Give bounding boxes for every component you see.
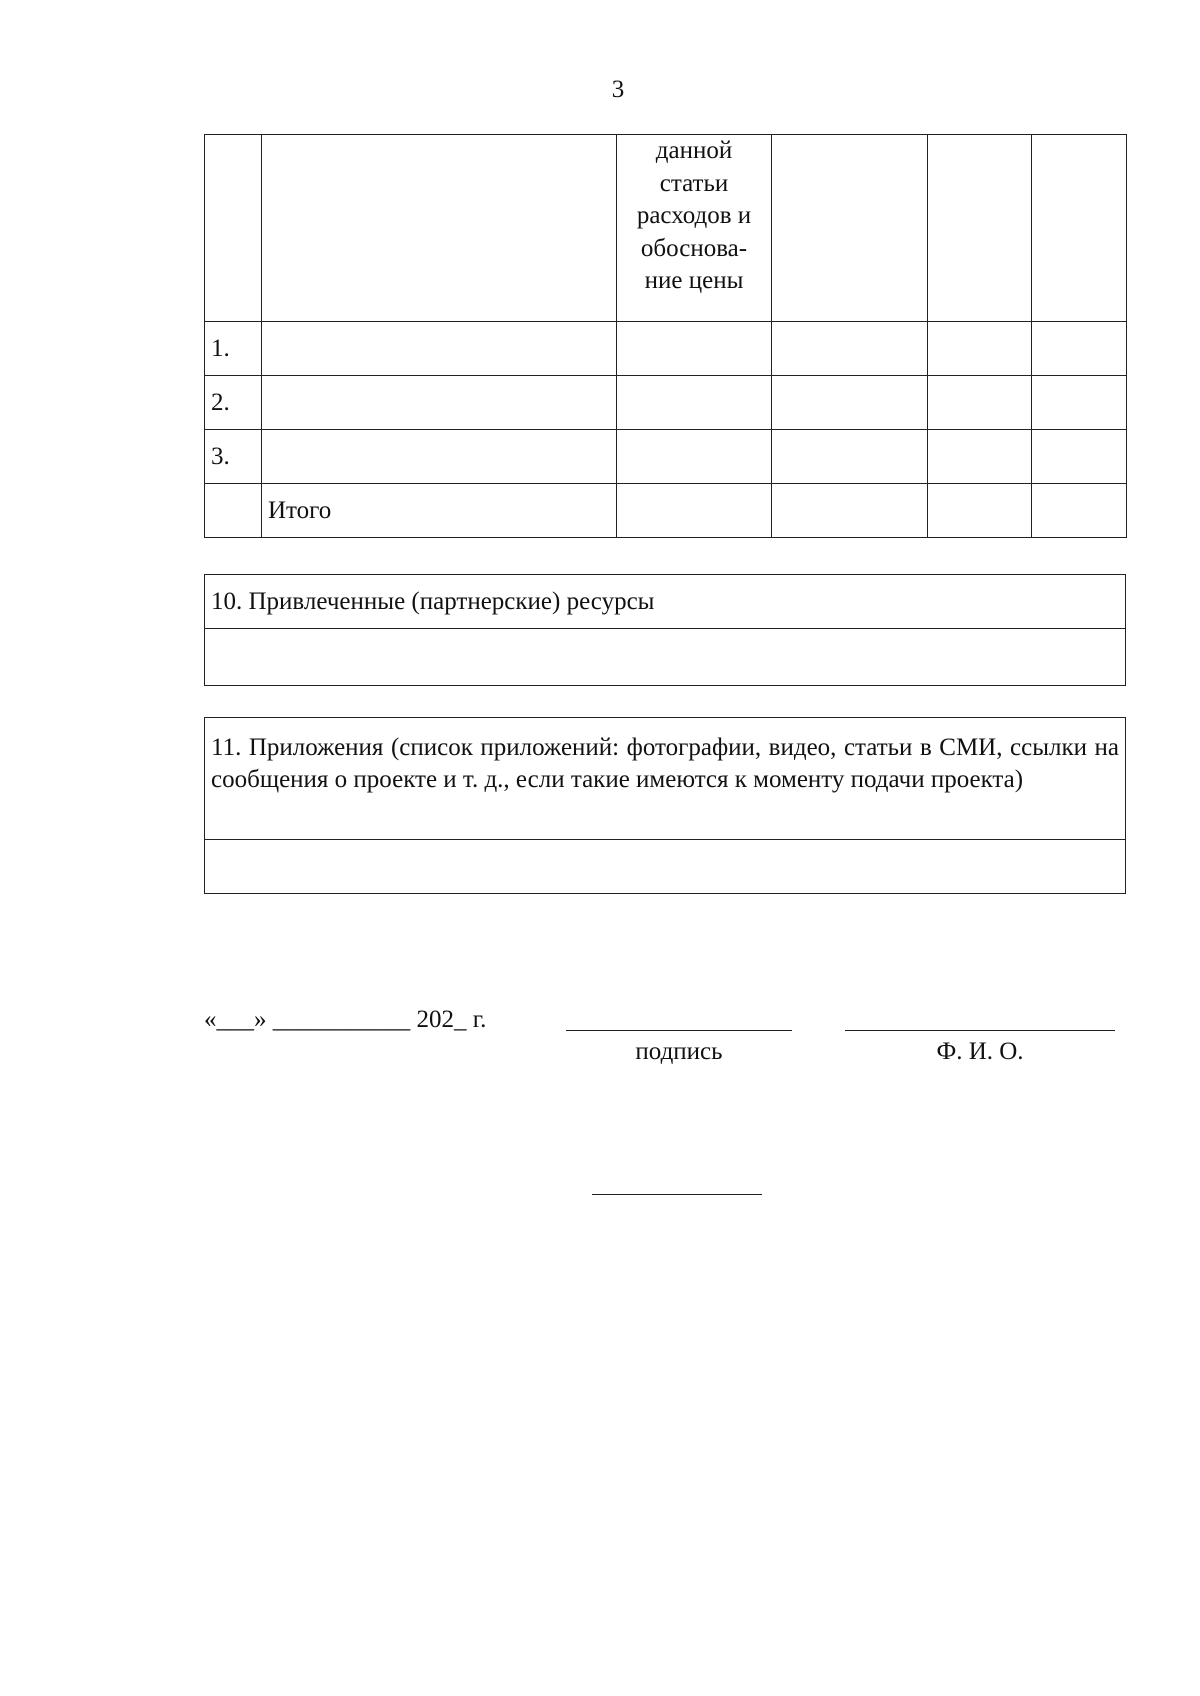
table-row <box>205 322 1127 376</box>
table-cell[interactable] <box>1032 322 1127 376</box>
table-cell <box>1032 135 1127 322</box>
date-line: «___» ___________ 202_ г. <box>204 1006 487 1033</box>
table-cell[interactable] <box>617 484 772 538</box>
section-title: 11. Приложения (список приложений: фотографии, видео, статьи в СМИ, ссылки на сообщения о проекте и т. д., если такие имеются к моменту подачи проекта) <box>205 718 1125 840</box>
table-cell[interactable] <box>772 430 928 484</box>
signature-line[interactable] <box>566 1030 792 1031</box>
name-line[interactable] <box>845 1030 1115 1031</box>
header-line: расходов и <box>636 202 752 229</box>
attachments-section <box>204 717 1126 894</box>
header-line: ние цены <box>644 267 744 294</box>
header-line: данной <box>655 137 733 164</box>
row-name[interactable] <box>262 430 617 484</box>
partner-resources-section <box>204 574 1126 686</box>
row-number: 2. <box>205 376 262 430</box>
table-cell[interactable] <box>1032 376 1127 430</box>
section-title: 10. Привлеченные (партнерские) ресурсы <box>205 575 1125 629</box>
table-cell[interactable] <box>617 322 772 376</box>
header-line: статьи <box>659 169 729 197</box>
table-cell <box>772 135 928 322</box>
partner-resources-field[interactable] <box>205 629 1125 683</box>
total-label: Итого <box>262 484 617 538</box>
table-cell[interactable] <box>617 376 772 430</box>
table-cell[interactable] <box>772 322 928 376</box>
row-name[interactable] <box>262 376 617 430</box>
header-line: обоснова- <box>640 234 748 262</box>
table-cell[interactable] <box>617 430 772 484</box>
row-number: 3. <box>205 430 262 484</box>
row-name[interactable] <box>262 322 617 376</box>
table-row <box>205 430 1127 484</box>
table-header-row <box>205 135 1127 322</box>
column-header-price-justification <box>617 135 772 322</box>
budget-table <box>204 134 1127 538</box>
table-cell[interactable] <box>928 376 1032 430</box>
row-number <box>205 484 262 538</box>
signature-caption: подпись <box>635 1038 723 1065</box>
table-cell[interactable] <box>772 376 928 430</box>
table-cell[interactable] <box>772 484 928 538</box>
total-row <box>205 484 1127 538</box>
page-number: 3 <box>611 76 625 103</box>
table-cell <box>205 135 262 322</box>
table-cell[interactable] <box>1032 484 1127 538</box>
table-cell[interactable] <box>928 322 1032 376</box>
table-cell <box>928 135 1032 322</box>
name-caption: Ф. И. О. <box>936 1038 1024 1065</box>
attachments-field[interactable] <box>205 840 1125 893</box>
table-cell[interactable] <box>928 430 1032 484</box>
end-divider <box>592 1194 762 1195</box>
row-number: 1. <box>205 322 262 376</box>
table-row <box>205 376 1127 430</box>
table-cell <box>262 135 617 322</box>
table-cell[interactable] <box>1032 430 1127 484</box>
table-cell[interactable] <box>928 484 1032 538</box>
